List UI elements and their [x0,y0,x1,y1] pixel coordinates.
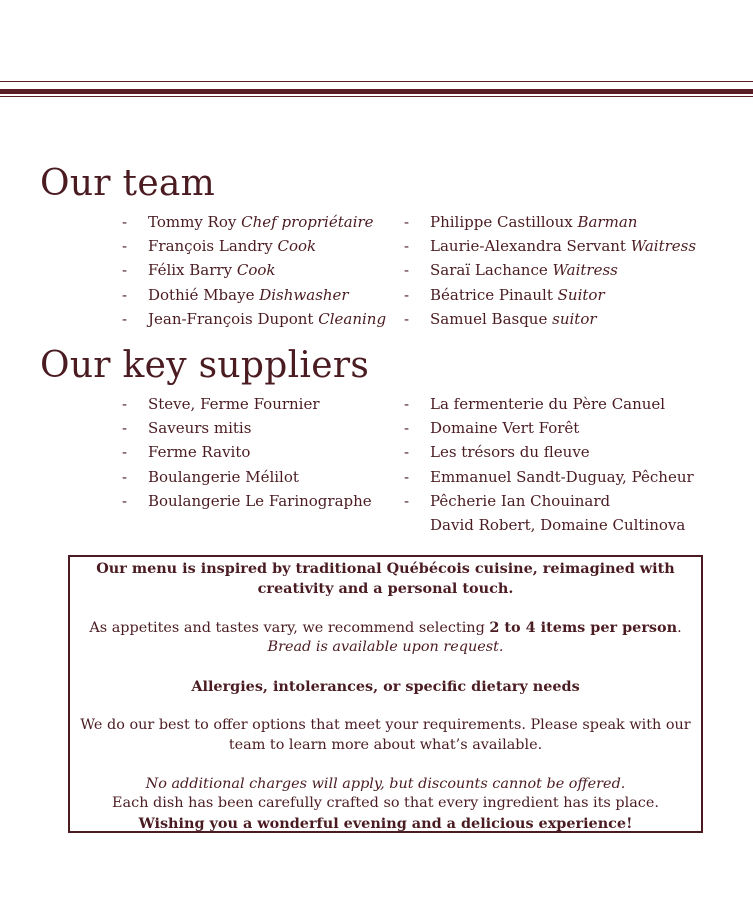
suppliers-list-right [404,393,694,538]
allergies-title: Allergies, intolerances, or specific dietary needs [191,678,580,695]
supplier-item: - Pêcherie Ian Chouinard [404,491,611,510]
team-member: - Jean-François Dupont Cleaning [122,309,387,328]
supplier-item: - Steve, Ferme Fournier [122,395,320,413]
bread-note: Bread is available upon request. [267,639,504,655]
supplier-item: - Ferme Ravito [122,443,251,462]
team-list-left [122,211,386,332]
supplier-item: - Les trésors du fleuve [404,443,590,462]
team-member: - Laurie-Alexandra Servant Waitress [404,237,697,256]
team-member: - Samuel Basque suitor [404,309,597,328]
supplier-item: - Boulangerie Mélilot [122,467,299,486]
supplier-item: - Saveurs mitis [122,419,252,438]
suppliers-heading: Our key suppliers [40,345,370,386]
team-heading: Our team [40,163,216,204]
supplier-item: - Domaine Vert Forêt [404,419,580,438]
header-rule-thick [0,89,753,94]
supplier-item: David Robert, Domaine Cultinova [430,515,686,534]
header-rule-thin-bottom [0,96,753,97]
header-rule-thin-top [0,81,753,82]
closing-wish: Wishing you a wonderful evening and a delicious experience! [138,814,633,832]
team-member: - Béatrice Pinault Suitor [404,285,605,304]
allergies-text: We do our best to offer options that meet your requirements. Please speak with our team to learn more about what’s available. [80,717,691,753]
menu-info-box [68,555,703,833]
team-member: - François Landry Cook [122,237,317,256]
supplier-item: - Emmanuel Sandt-Duguay, Pêcheur [404,467,694,486]
team-member: - Saraï Lachance Waitress [404,261,618,280]
team-member: - Dothié Mbaye Dishwasher [122,285,349,304]
supplier-item: - Boulangerie Le Farinographe [122,491,372,510]
menu-intro: Our menu is inspired by traditional Québécois cuisine, reimagined with creativity and a personal touch. [96,560,675,597]
team-member: - Félix Barry Cook [122,261,276,280]
team-member: - Tommy Roy Chef propriétaire [122,213,374,231]
team-list-right [404,211,696,332]
charges-note: No additional charges will apply, but discounts cannot be offered. [145,775,626,792]
crafted-note: Each dish has been carefully crafted so that every ingredient has its place. [112,795,659,811]
team-member: - Philippe Castilloux Barman [404,213,638,231]
appetite-note: As appetites and tastes vary, we recommend selecting 2 to 4 items per person. [89,618,682,636]
suppliers-list-left [122,393,372,514]
supplier-item: - La fermenterie du Père Canuel [404,395,666,413]
